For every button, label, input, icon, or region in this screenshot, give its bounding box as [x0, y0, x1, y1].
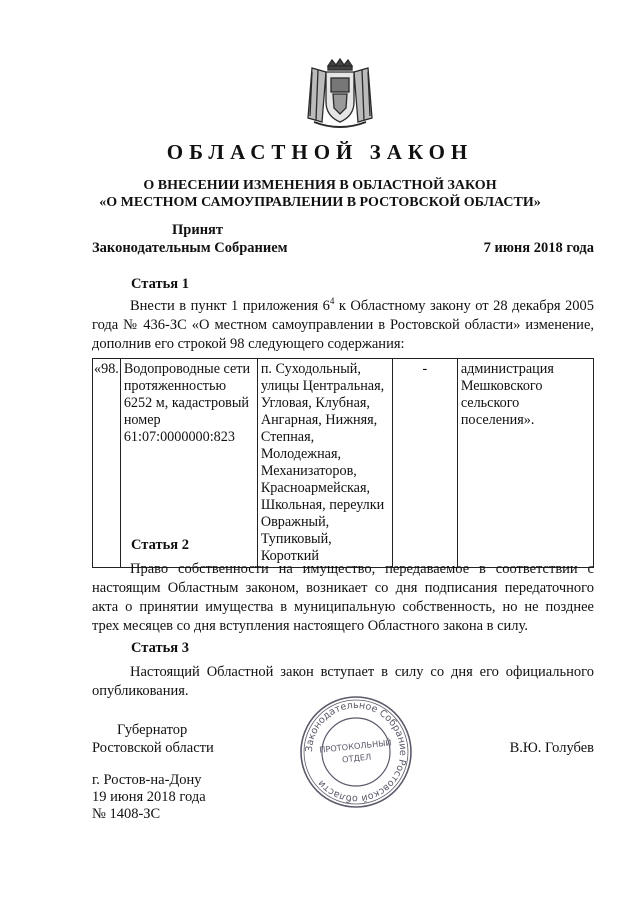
article-1-heading: Статья 1 [131, 276, 189, 292]
location-cell: п. Суходольный, улицы Центральная, Угловая, Клубная, Ангарная, Нижняя, Степная, Молодежная, Механизаторов, Красноармейская, Школьная, переулки Овражный, Тупиковый, Короткий [257, 359, 392, 568]
document-title: ОБЛАСТНОЙ ЗАКОН [166, 140, 474, 164]
stamp-inner-line-2: ОТДЕЛ [341, 751, 372, 765]
signer-name: В.Ю. Голубев [509, 740, 594, 756]
subtitle-line-2: «О МЕСТНОМ САМОУПРАВЛЕНИИ В РОСТОВСКОЙ ОБЛАСТИ» [99, 195, 541, 210]
object-cell: Водопроводные сети протяженностью 6252 м, кадастровый номер 61:07:0000000:823 [120, 359, 257, 568]
subtitle-line-1: О ВНЕСЕНИИ ИЗМЕНЕНИЯ В ОБЛАСТНОЙ ЗАКОН [143, 178, 497, 193]
signing-date: 19 июня 2018 года [92, 789, 206, 805]
stamp-inner-line-1: ПРОТОКОЛЬНЫЙ [318, 737, 392, 755]
stamp-outer-text: Законодательное Собрание Ростовской области [303, 699, 409, 805]
recipient-cell: администрация Мешковского сельского поселения». [457, 359, 593, 568]
article-3-text: Настоящий Областной закон вступает в силу со дня его официального опубликования. [92, 664, 594, 699]
article-2-text: Право собственности на имущество, передаваемое в соответствии с настоящим Областным законом, возникает со дня подписания передаточного акта о принятии имущества в муниципальную собственность, но не позднее трех месяцев со дня вступления настоящего Областного закона в силу. [92, 561, 594, 634]
rostov-coat-of-arms-icon [300, 58, 380, 132]
row-number: «98. [93, 359, 121, 568]
adopted-label: Принят [172, 222, 224, 238]
superscript: 4 [329, 296, 335, 307]
article-2-heading: Статья 2 [131, 537, 189, 553]
law-number: № 1408-ЗС [92, 806, 161, 822]
official-stamp-icon [298, 694, 414, 810]
article-3-heading: Статья 3 [131, 640, 189, 656]
adopted-by: Законодательным Собранием [92, 240, 288, 256]
signing-city: г. Ростов-на-Дону [92, 772, 202, 788]
article-1-text: Внести в пункт 1 приложения $6^4$ к Областному закону от 28 декабря 2005 года № 436-ЗС «О местном самоуправлении в Ростовской области» изменение, дополнив его строкой 98 следующего содержания: [92, 296, 594, 352]
adoption-date: 7 июня 2018 года [483, 240, 594, 256]
governor-title: Губернатор [117, 722, 188, 738]
governor-region: Ростовской области [92, 740, 214, 756]
dash-cell: - [392, 359, 457, 568]
